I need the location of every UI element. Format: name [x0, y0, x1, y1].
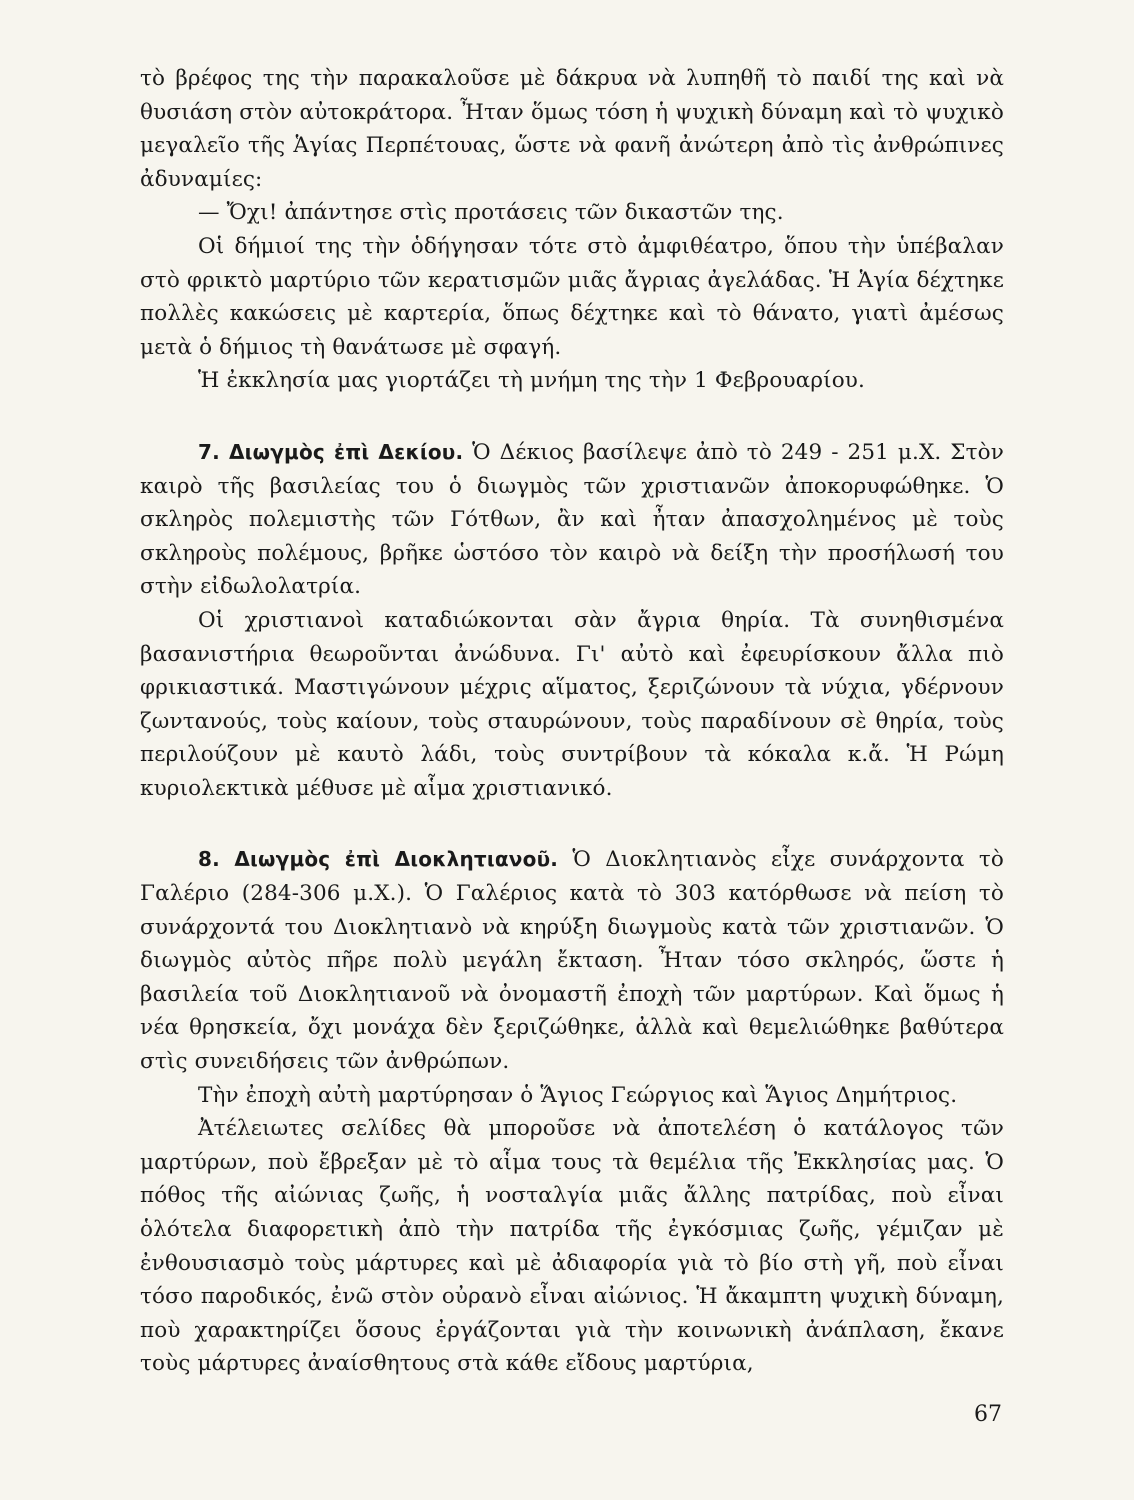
paragraph-saints-george-demetrius: Τὴν ἐποχὴ αὐτὴ μαρτύρησαν ὁ Ἅγιος Γεώργιος καὶ Ἅγιος Δημήτριος.: [198, 1082, 958, 1108]
section-8-diocletian: [140, 843, 1004, 1078]
paragraph-countless-martyrs: Ἀτέλειωτες σελίδες θὰ μποροῦσε νὰ ἀποτελέση ὁ κατάλογος τῶν μαρτύρων, ποὺ ἔβρεξαν μὲ τὸ αἷμα τους τὰ θεμέλια τῆς Ἐκκλησίας μας. Ὁ πόθος τῆς αἰώνιας ζωῆς, ἡ νοσταλγία μιᾶς ἄλλης πατρίδας, ποὺ εἶναι ὁλότελα διαφορετικὴ ἀπὸ τὴν πατρίδα τῆς ἐγκόσμιας ζωῆς, γέμιζαν μὲ ἐνθουσιασμὸ τοὺς μάρτυρες καὶ μὲ ἀδιαφορία γιὰ τὸ βίο στὴ γῆ, ποὺ εἶναι τόσο παροδικός, ἐνῶ στὸν οὐρανὸ εἶναι αἰώνιος. Ἡ ἄκαμπτη ψυχικὴ δύναμη, ποὺ χαρακτηρίζει ὅσους ἐργάζονται γιὰ τὴν κοινωνικὴ ἀνάπλαση, ἔκανε τοὺς μάρτυρες ἀναίσθητους στὰ κάθε εἴδους μαρτύρια,: [140, 1116, 1004, 1377]
paragraph-perpetua-reply: — Ὄχι! ἀπάντησε στὶς προτάσεις τῶν δικαστῶν της.: [198, 200, 784, 226]
page-body: [140, 62, 1004, 1381]
section-7-heading: 7. Διωγμὸς ἐπὶ Δεκίου.: [198, 439, 464, 464]
paragraph-perpetua-martyrdom: Οἱ δήμιοί της τὴν ὁδήγησαν τότε στὸ ἀμφιθέατρο, ὅπου τὴν ὑπέβαλαν στὸ φρικτὸ μαρτύριο τῶν κερατισμῶν μιᾶς ἄγριας ἀγελάδας. Ἡ Ἁγία δέχτηκε πολλὲς κακώσεις μὲ καρτερία, ὅπως δέχτηκε καὶ τὸ θάνατο, γιατὶ ἀμέσως μετὰ ὁ δήμιος τὴ θανάτωσε μὲ σφαγή.: [140, 233, 1004, 360]
section-7-decius: [140, 436, 1004, 604]
section-7-text: Ὁ Δέκιος βασίλεψε ἀπὸ τὸ 249 - 251 μ.Χ. Στὸν καιρὸ τῆς βασιλείας του ὁ διωγμὸς τῶν χριστιανῶν ἀποκορυφώθηκε. Ὁ σκληρὸς πολεμιστὴς τῶν Γότθων, ἂν καὶ ἦταν ἀπασχολημένος μὲ τοὺς σκληροὺς πολέμους, βρῆκε ὡστόσο τὸν καιρὸ νὰ δείξη τὴν προσήλωσή του στὴν εἰδωλολατρία.: [140, 439, 1004, 600]
section-8-text: Ὁ Διοκλητιανὸς εἶχε συνάρχοντα τὸ Γαλέριο (284-306 μ.Χ.). Ὁ Γαλέριος κατὰ τὸ 303 κατόρθωσε νὰ πείση τὸ συνάρχοντά του Διοκλητιανὸ νὰ κηρύξη διωγμοὺς κατὰ τῶν χριστιανῶν. Ὁ διωγμὸς αὐτὸς πῆρε πολὺ μεγάλη ἔκταση. Ἦταν τόσο σκληρός, ὥστε ἡ βασιλεία τοῦ Διοκλητιανοῦ νὰ ὀνομαστῆ ἐποχὴ τῶν μαρτύρων. Καὶ ὅμως ἡ νέα θρησκεία, ὄχι μονάχα δὲν ξεριζώθηκε, ἀλλὰ καὶ θεμελιώθηκε βαθύτερα στὶς συνειδήσεις τῶν ἀνθρώπων.: [140, 847, 1004, 1075]
section-8-heading: 8. Διωγμὸς ἐπὶ Διοκλητιανοῦ.: [198, 847, 559, 872]
paragraph-perpetua-plea: τὸ βρέφος της τὴν παρακαλοῦσε μὲ δάκρυα νὰ λυπηθῆ τὸ παιδί της καὶ νὰ θυσιάση στὸν αὐτοκράτορα. Ἦταν ὅμως τόση ἡ ψυχικὴ δύναμη καὶ τὸ ψυχικὸ μεγαλεῖο τῆς Ἁγίας Περπέτουας, ὥστε νὰ φανῆ ἀνώτερη ἀπὸ τὶς ἀνθρώπινες ἀδυναμίες:: [140, 66, 1004, 192]
paragraph-perpetua-feast: Ἡ ἐκκλησία μας γιορτάζει τὴ μνήμη της τὴν 1 Φεβρουαρίου.: [198, 368, 865, 394]
page-number: 67: [974, 1402, 1002, 1427]
paragraph-persecution-tortures: Οἱ χριστιανοὶ καταδιώκονται σὰν ἄγρια θηρία. Τὰ συνηθισμένα βασανιστήρια θεωροῦνται ἀνώδυνα. Γι' αὐτὸ καὶ ἐφευρίσκουν ἄλλα πιὸ φρικιαστικά. Μαστιγώνουν μέχρις αἵματος, ξεριζώνουν τὰ νύχια, γδέρνουν ζωντανούς, τοὺς καίουν, τοὺς σταυρώνουν, τοὺς παραδίνουν σὲ θηρία, τοὺς περιλούζουν μὲ καυτὸ λάδι, τοὺς συντρίβουν τὰ κόκαλα κ.ἄ. Ἡ Ρώμη κυριολεκτικὰ μέθυσε μὲ αἷμα χριστιανικό.: [140, 607, 1004, 801]
